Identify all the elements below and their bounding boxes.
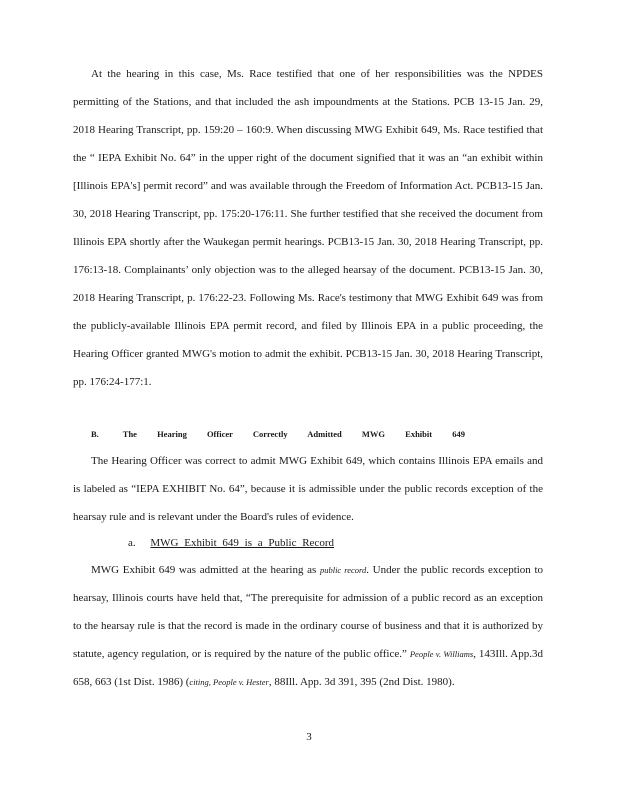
section-heading-b-label: B.	[91, 429, 99, 439]
p3-text-2: . Under the public records exception to hearsay, Illinois courts have held that, “The prerequisite for admission of a public record as an exception to the hearsay rule is that the record is made in the ordinary course of business and that it is authorized by statute, agency regulation, or is required by the nature of the public office.”	[73, 564, 544, 660]
paragraph-public-record	[73, 556, 543, 696]
page-number: 3	[306, 731, 312, 743]
p3-italic-case-williams: People v. Williams	[409, 649, 474, 659]
p3-italic-public-record: public record	[319, 565, 367, 575]
p3-text-4: , 88Ill. App. 3d 391, 395 (2nd Dist. 1980).	[268, 676, 455, 688]
paragraph-admissibility: The Hearing Officer was correct to admit MWG Exhibit 649, which contains Illinois EPA emails and is labeled as “IEPA EXHIBIT No. 64”, because it is admissible under the public records exception of the hearsay rule and is relevant under the Board's rules of evidence.	[73, 455, 543, 523]
subsection-heading-a	[128, 532, 428, 554]
subsection-heading-a-label: a.	[128, 537, 136, 549]
p3-text-3: , 143Ill. App.3d 658, 663 (1st Dist. 1986) (	[73, 648, 543, 688]
p3-text-1: MWG Exhibit 649 was admitted at the hearing as	[91, 564, 320, 576]
section-heading-b-text: The Hearing Officer Correctly Admitted MWG Exhibit 649	[122, 429, 465, 439]
p3-italic-case-hester: citing, People v. Hester	[189, 677, 269, 687]
section-heading-b	[91, 427, 511, 441]
subsection-heading-a-text: MWG Exhibit 649 is a Public Record	[150, 537, 334, 549]
paragraph-hearing-testimony: At the hearing in this case, Ms. Race testified that one of her responsibilities was the NPDES permitting of the Stations, and that included the ash impoundments at the Stations. PCB 13-15 Jan. 29, 2018 Hearing Transcript, pp. 159:20 – 160:9. When discussing MWG Exhibit 649, Ms. Race testified that the “ IEPA Exhibit No. 64” in the upper right of the document signified that it was an “an exhibit within [Illinois EPA's] permit record” and was available through the Freedom of Information Act. PCB13-15 Jan. 30, 2018 Hearing Transcript, pp. 175:20-176:11. She further testified that she received the document from Illinois EPA shortly after the Waukegan permit hearings. PCB13-15 Jan. 30, 2018 Hearing Transcript, pp. 176:13-18. Complainants’ only objection was to the alleged hearsay of the document. PCB13-15 Jan. 30, 2018 Hearing Transcript, p. 176:22-23. Following Ms. Race's testimony that MWG Exhibit 649 was from the publicly-available Illinois EPA permit record, and filed by Illinois EPA in a public proceeding, the Hearing Officer granted MWG's motion to admit the exhibit. PCB13-15 Jan. 30, 2018 Hearing Transcript, pp. 176:24-177:1.	[73, 68, 543, 388]
